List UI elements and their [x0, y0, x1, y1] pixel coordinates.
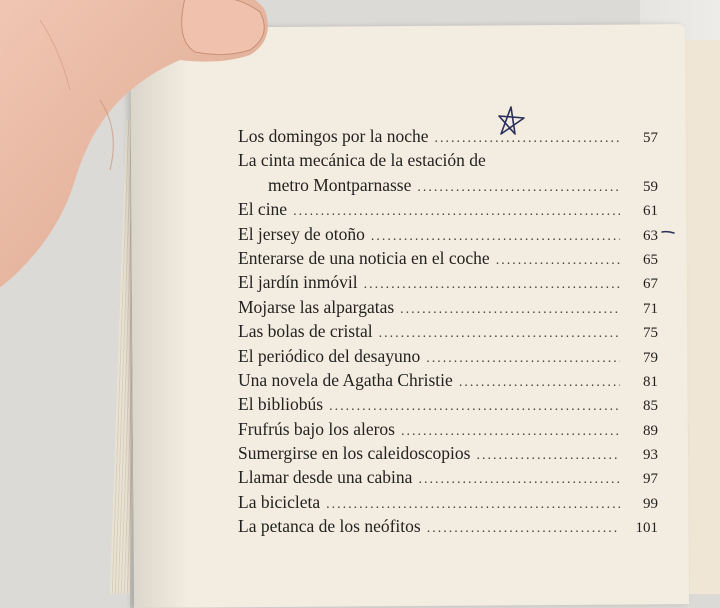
toc-entry-title: La petanca de los neófitos	[238, 516, 421, 537]
toc-entry-page: 93	[643, 447, 658, 464]
toc-entry-title: Los domingos por la noche	[238, 126, 429, 146]
toc-entry-title: Sumergirse en los caleidoscopios	[238, 443, 471, 464]
toc-entry-title: Una novela de Agatha Christie	[238, 369, 453, 390]
table-of-contents	[238, 124, 658, 539]
handwritten-dash-mark	[661, 229, 675, 235]
toc-entry	[238, 514, 658, 538]
toc-entry-page: 71	[643, 300, 658, 317]
toc-entry	[238, 270, 658, 294]
dot-leader	[427, 517, 620, 541]
toc-entry-title: El jardín inmóvil	[238, 272, 358, 293]
toc-entry-continuation	[238, 173, 658, 197]
toc-entry	[238, 197, 658, 221]
toc-entry-page: 89	[643, 422, 658, 439]
toc-entry-page: 81	[643, 373, 658, 390]
toc-entry-title: El jersey de otoño	[238, 223, 365, 244]
toc-entry-title: Llamar desde una cabina	[238, 467, 413, 488]
toc-entry-title: metro Montparnasse	[268, 174, 412, 195]
toc-entry-page: 75	[643, 325, 658, 342]
toc-entry	[238, 148, 658, 172]
toc-entry	[238, 246, 658, 270]
toc-entry	[238, 441, 658, 465]
toc-entry-title: La cinta mecánica de la estación de	[238, 150, 486, 171]
toc-entry	[238, 490, 658, 514]
toc-entry-title: Las bolas de cristal	[238, 321, 373, 342]
toc-entry-page: 63	[643, 227, 658, 244]
toc-entry-page: 65	[643, 251, 658, 268]
toc-entry-title: La bicicleta	[238, 491, 321, 512]
hand-holding-book	[0, 0, 280, 320]
toc-entry	[238, 124, 658, 148]
toc-entry-title: Mojarse las alpargatas	[238, 296, 395, 317]
toc-entry-page: 59	[643, 178, 658, 195]
toc-entry-page: 67	[643, 276, 658, 293]
toc-entry	[238, 222, 658, 246]
toc-entry	[238, 319, 658, 343]
toc-entry	[238, 368, 658, 392]
toc-entry-page: 101	[635, 520, 658, 537]
toc-entry	[238, 344, 658, 368]
toc-entry-title: El cine	[238, 199, 288, 220]
toc-entry-title: Enterarse de una noticia en el coche	[238, 247, 490, 268]
handwritten-star-mark	[497, 104, 527, 138]
toc-entry-title: Frufrús bajo los aleros	[238, 418, 395, 439]
toc-entry-page: 61	[643, 203, 658, 220]
toc-entry	[238, 465, 658, 489]
toc-entry-title: El bibliobús	[238, 394, 324, 415]
toc-entry-title: El periódico del desayuno	[238, 345, 421, 366]
toc-entry-page: 99	[643, 495, 658, 512]
toc-entry-page: 57	[643, 130, 658, 146]
toc-entry	[238, 392, 658, 416]
toc-entry-page: 97	[643, 471, 658, 488]
toc-entry	[238, 295, 658, 319]
toc-entry-page: 85	[643, 398, 658, 415]
toc-entry	[238, 417, 658, 441]
toc-entry-page: 79	[643, 349, 658, 366]
